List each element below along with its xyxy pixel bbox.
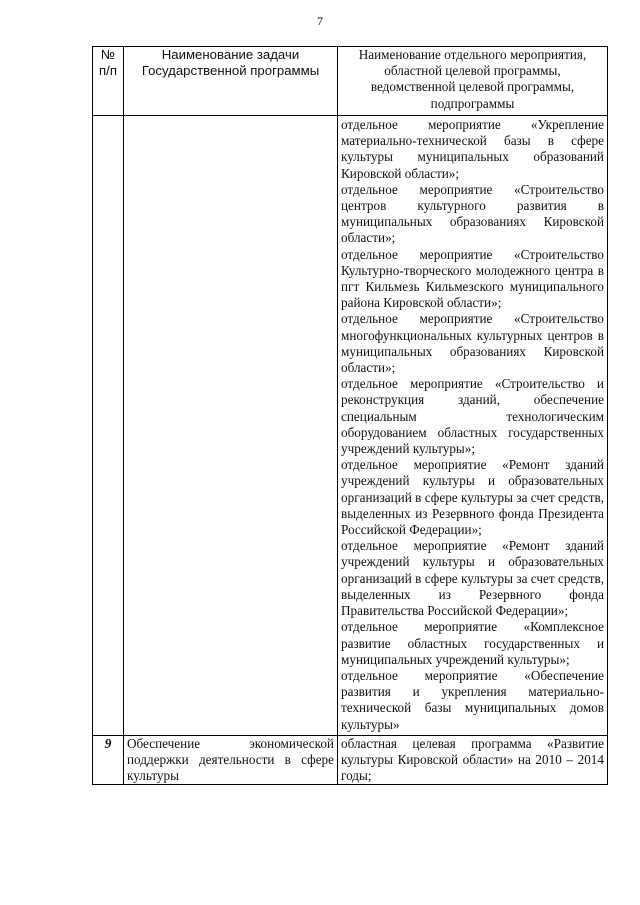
task-name: Обеспечение экономической поддержки деятельности в сфере культуры bbox=[124, 735, 338, 785]
cell-num-empty bbox=[93, 116, 124, 736]
list-item: отдельное мероприятие «Укрепление материально-технической базы в сфере культуры муниципальных образований Кировской области»; bbox=[341, 117, 604, 181]
page-number: 7 bbox=[317, 14, 323, 28]
cell-activities bbox=[338, 116, 608, 736]
header-task: Наименование задачи Государственной программы bbox=[124, 47, 338, 116]
table-row-9 bbox=[93, 735, 608, 785]
list-item: отдельное мероприятие «Строительство Культурно-творческого молодежного центра в пгт Кильмезь Кильмезского муниципального района Кировской области»; bbox=[341, 246, 604, 311]
programs-table bbox=[92, 46, 608, 785]
table-header-row bbox=[93, 47, 608, 116]
cell-task-empty bbox=[124, 116, 338, 736]
list-item: отдельное мероприятие «Строительство многофункциональных культурных центров в муниципальных образованиях Кировской области»; bbox=[341, 311, 604, 376]
header-num: № п/п bbox=[93, 47, 124, 116]
list-item: отдельное мероприятие «Обеспечение развития и укрепления материально-технической базы муниципальных домов культуры» bbox=[341, 667, 604, 732]
list-item: отдельное мероприятие «Ремонт зданий учреждений культуры и образовательных организаций в сфере культуры за счет средств, выделенных из Резервного фонда Президента Российской Федерации»; bbox=[341, 457, 604, 538]
list-item: отдельное мероприятие «Ремонт зданий учреждений культуры и образовательных организаций в сфере культуры за счет средств, выделенных из Резервного фонда Правительства Российской Федерации»; bbox=[341, 538, 604, 619]
table-row-continued bbox=[93, 116, 608, 736]
list-item: отдельное мероприятие «Строительство и реконструкция зданий, обеспечение специальным технологическим оборудованием областных государственных учреждений культуры»; bbox=[341, 376, 604, 457]
program-name: областная целевая программа «Развитие культуры Кировской области» на 2010 – 2014 годы; bbox=[338, 735, 608, 785]
list-item: отдельное мероприятие «Строительство центров культурного развития в муниципальных образованиях Кировской области»; bbox=[341, 181, 604, 246]
row-number: 9 bbox=[93, 735, 124, 785]
header-activity: Наименование отдельного мероприятия, областной целевой программы, ведомственной целевой программы, подпрограммы bbox=[338, 47, 608, 116]
list-item: отдельное мероприятие «Комплексное развитие областных государственных и муниципальных учреждений культуры»; bbox=[341, 619, 604, 667]
